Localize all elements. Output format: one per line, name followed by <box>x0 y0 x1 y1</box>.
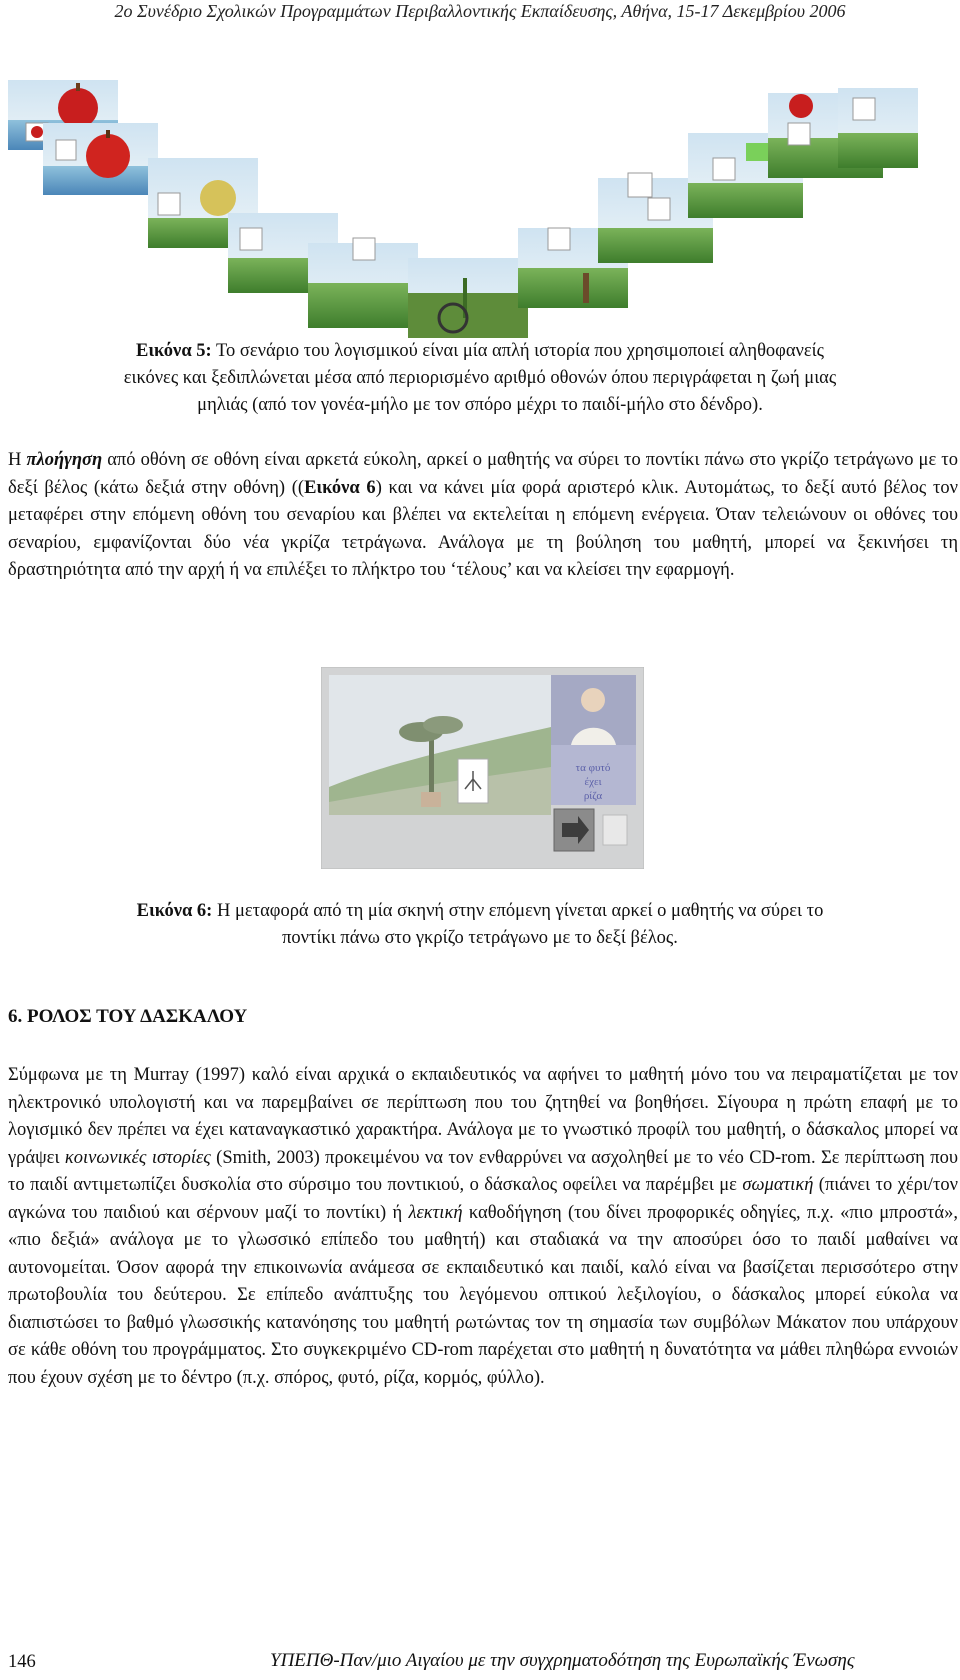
paragraph-text: ) και να κάνει μία φορά αριστερό κλικ. Αυτομάτως, το δεξί αυτό βέλος τον μεταφέρει στην επόμενη οθόνη του σεναρίου και βλέπει να εκτελείται η επόμενη ενέργεια. Όταν τελειώνουν οι οθόνες του σεναρίου, εμφανίζονται δύο νέα γκρίζα τετράγωνα. Ανάλογα με τη βούληση του μαθητή, μπορεί να ξεκινήσει τη δραστηριότητα από την αρχή ή να επιλέξει το πλήκτρο του ‘τέλους’ και να κλείσει την εφαρμογή. <box>8 477 958 580</box>
figure-5-caption <box>20 338 940 419</box>
paragraph-text: καθοδήγηση (του δίνει προφορικές οδηγίες, π.χ. «πιο μπροστά», «πιο δεξιά» ανάλογα με το γλωσσικό επίπεδο του μαθητή) και σταδιακά να την αποσύρει όσο το παιδί μαθαίνει να αυτονομείται. Όσον αφορά την επικοινωνία ανάμεσα σε εκπαιδευτικό και παιδί, καλό είναι να βασίζεται περισσότερο στην πρωτοβουλία του δεύτερου. Σε επίπεδο ανάπτυξης του λεγόμενου οπτικού λεξιλογίου, ο δάσκαλος μπορεί εύκολα να διαπιστώσει το βαθμό γλωσσικής κατανόησης του μαθητή ρωτώντας τον τη σημασία των συμβόλων Μάκατον που υπάρχουν σε κάθε οθόνη του προγράμματος. Στο συγκεκριμένο CD-rom παρέχεται στο μαθητή η δυνατότητα να μάθει πληθώρα εννοιών που έχουν σχέση με το δέντρο (π.χ. σπόρος, φυτό, ρίζα, κορμός, φύλλο). <box>8 1202 958 1388</box>
page-number: 146 <box>8 1652 36 1672</box>
paragraph-text: (πιάνει το χέρι/τον αγκώνα του παιδιού και σέρνουν μαζί το ποντίκι) ή <box>8 1175 958 1223</box>
paragraph-text: Σύμφωνα με τη Murray (1997) καλό είναι αρχικά ο εκπαιδευτικός να αφήνει το μαθητή μόνο του να πειραματίζεται με τον ηλεκτρονικό υπολογιστή και να παρεμβαίνει σε περίπτωση που του ζητηθεί να βοηθήσει. Σίγουρα η πρώτη επαφή με το λογισμικό δεν πρέπει να έχει καταναγκαστικό χαρακτήρα. Ανάλογα με το γνωστικό προφίλ του μαθητή, ο δάσκαλος μπορεί να γράψει <box>8 1065 958 1168</box>
teacher-role-paragraph <box>8 1062 958 1392</box>
emphasis-physical: σωματική <box>742 1175 814 1195</box>
figure-6-caption-line2: ποντίκι πάνω στο γκρίζο τετράγωνο με το δεξί βέλος. <box>282 928 678 948</box>
figure-5-caption-label: Εικόνα 5: <box>135 341 212 361</box>
figure-6-image <box>321 667 644 869</box>
emphasis-verbal: λεκτική <box>408 1202 463 1223</box>
figure-6-caption-line1: Η μεταφορά από τη μία σκηνή στην επόμενη γίνεται αρκεί ο μαθητής να σύρει το <box>212 901 824 921</box>
figure-5-image <box>8 78 918 338</box>
figure-5-caption-line1: Το σενάριο του λογισμικού είναι μία απλή ιστορία που χρησιμοποιεί αληθοφανείς <box>211 341 824 361</box>
navigation-term: πλοήγηση <box>26 450 103 470</box>
screen-tile-11 <box>838 88 918 168</box>
paragraph-text: (Smith, 2003) προκειμένου να τον ενθαρρύνει να ασχοληθεί με το νέο CD-rom. Σε περίπτωση που το παιδί αντιμετωπίζει δυσκολία στο σύρσιμο του ποντικιού, ο δάσκαλος οφείλει να παρέμβει με <box>8 1147 958 1195</box>
screen-tile-6-center <box>408 258 528 338</box>
figure-6-screenshot <box>321 667 644 869</box>
navigation-paragraph <box>8 447 958 585</box>
sign-caption-line1: τα φυτό <box>575 762 611 774</box>
next-arrow-button[interactable] <box>554 809 594 851</box>
figure-5-caption-line2: εικόνες και ξεδιπλώνεται μέσα από περιορισμένο αριθμό οθονών όπου περιγράφεται η ζωή μιας <box>123 368 837 388</box>
figure-6-reference: Εικόνα 6 <box>304 477 376 498</box>
figure-5-collage <box>8 78 918 338</box>
figure-6-caption <box>20 898 940 952</box>
sign-caption-line3: ρίζα <box>583 790 603 802</box>
emphasis-social-stories: κοινωνικές ιστορίες <box>64 1147 211 1168</box>
screen-tile-5 <box>308 238 418 328</box>
screen-tile-2 <box>43 123 158 195</box>
footer-funding-note: ΥΠΕΠΘ-Παν/μιο Αιγαίου με την συγχρηματοδότηση της Ευρωπαϊκής Ένωσης <box>270 1650 855 1671</box>
figure-5-caption-line3: μηλιάς (από τον γονέα-μήλο με τον σπόρο μέχρι το παιδί-μήλο στο δένδρο). <box>197 395 763 415</box>
paragraph-text: από οθόνη σε οθόνη είναι αρκετά εύκολη, αρκεί ο μαθητής να σύρει το ποντίκι πάνω στο γκρίζο τετράγωνο με το δεξί βέλος (κάτω δεξιά στην οθόνη) (( <box>8 450 958 498</box>
running-header: 2ο Συνέδριο Σχολικών Προγραμμάτων Περιβαλλοντικής Εκπαίδευσης, Αθήνα, 15-17 Δεκεμβρίου 2006 <box>114 1 846 21</box>
sign-caption-line2: έχει <box>584 776 602 788</box>
paragraph-text: Η <box>8 450 27 470</box>
figure-6-caption-label: Εικόνα 6: <box>136 901 213 921</box>
section-6-heading: 6. ΡΟΛΟΣ ΤΟΥ ΔΑΣΚΑΛΟΥ <box>8 1006 248 1027</box>
